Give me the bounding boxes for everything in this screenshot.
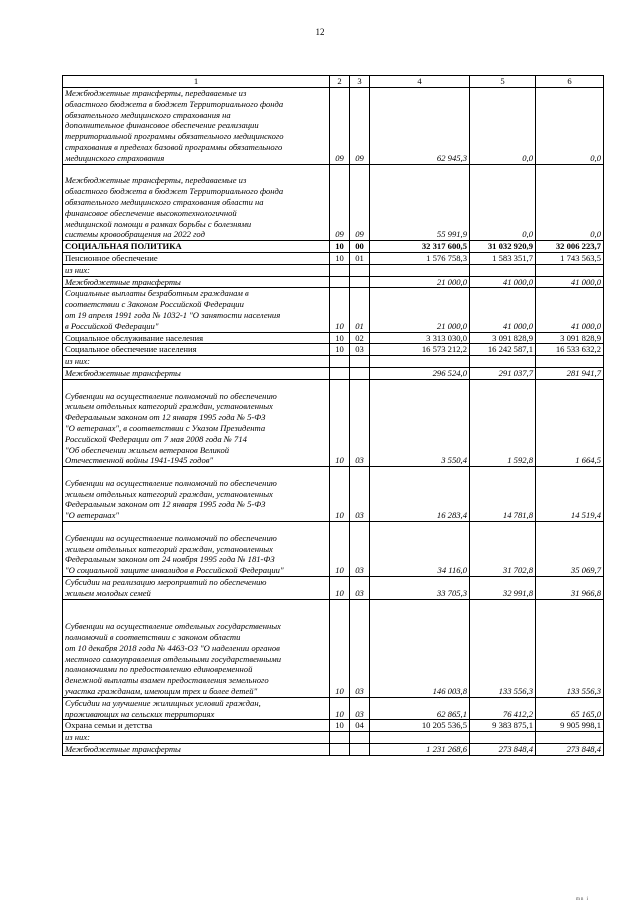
table-row <box>63 732 604 744</box>
row-amount-col4: 16 573 212,2 <box>370 344 470 356</box>
table-row <box>63 241 604 253</box>
row-description: Социальное обеспечение населения <box>63 344 330 356</box>
row-subsection-code: 01 <box>350 252 370 264</box>
row-subsection-code: 03 <box>350 379 370 466</box>
row-amount-col5: 14 781,8 <box>470 467 536 522</box>
row-section-code: 09 <box>330 88 350 165</box>
row-amount-col6: 16 533 632,2 <box>536 344 604 356</box>
table-row <box>63 599 604 697</box>
row-amount-col5: 0,0 <box>470 88 536 165</box>
table-row <box>63 522 604 577</box>
row-section-code: 10 <box>330 332 350 344</box>
row-section-code <box>330 276 350 288</box>
table-row <box>63 467 604 522</box>
row-amount-col4: 1 576 758,3 <box>370 252 470 264</box>
row-section-code: 10 <box>330 577 350 600</box>
row-description: Субвенции на осуществление полномочий по обеспечению жильем отдельных категорий граждан, установленных Федеральным законом от 12 января 1995 года № 5-ФЗ "О ветеранах" <box>63 467 330 522</box>
row-amount-col5: 41 000,0 <box>470 276 536 288</box>
row-description: Пенсионное обеспечение <box>63 252 330 264</box>
row-amount-col6: 9 905 998,1 <box>536 720 604 732</box>
row-amount-col5: 9 383 875,1 <box>470 720 536 732</box>
row-section-code: 10 <box>330 252 350 264</box>
row-description: Субвенции на осуществление полномочий по обеспечению жильем отдельных категорий граждан, установленных Федеральным законом от 24 ноября 1995 года № 181-ФЗ "О социальной защите инвалидов в Российской Федерации" <box>63 522 330 577</box>
row-amount-col5: 31 032 920,9 <box>470 241 536 253</box>
row-amount-col5: 1 592,8 <box>470 379 536 466</box>
row-subsection-code: 03 <box>350 599 370 697</box>
row-subsection-code <box>350 732 370 744</box>
row-description: Межбюджетные трансферты <box>63 276 330 288</box>
table-row <box>63 276 604 288</box>
row-amount-col4: 62 865,1 <box>370 697 470 720</box>
table-row <box>63 720 604 732</box>
header-cell-6: 6 <box>536 76 604 88</box>
row-amount-col4: 33 705,3 <box>370 577 470 600</box>
row-amount-col4 <box>370 732 470 744</box>
row-amount-col5: 76 412,2 <box>470 697 536 720</box>
row-section-code <box>330 264 350 276</box>
table-row <box>63 164 604 241</box>
row-subsection-code: 00 <box>350 241 370 253</box>
row-amount-col5: 31 702,8 <box>470 522 536 577</box>
row-amount-col6: 31 966,8 <box>536 577 604 600</box>
row-amount-col6: 0,0 <box>536 88 604 165</box>
row-amount-col5: 1 583 351,7 <box>470 252 536 264</box>
row-section-code: 10 <box>330 720 350 732</box>
row-subsection-code: 01 <box>350 288 370 332</box>
row-amount-col5: 32 991,8 <box>470 577 536 600</box>
row-section-code: 10 <box>330 241 350 253</box>
row-section-code: 10 <box>330 344 350 356</box>
row-amount-col4: 21 000,0 <box>370 276 470 288</box>
row-section-code: 10 <box>330 288 350 332</box>
row-amount-col6: 273 848,4 <box>536 744 604 756</box>
row-description: Межбюджетные трансферты, передаваемые из областного бюджета в бюджет Территориального фонда обязательного медицинского страхования на дополнительное финансовое обеспечение реализации территориальной программы обязательного медицинского страхования в пределах базовой программы обязательного медицинского страхования <box>63 88 330 165</box>
header-cell-4: 4 <box>370 76 470 88</box>
page-number: 12 <box>315 27 325 37</box>
budget-table <box>62 75 604 756</box>
row-section-code: 10 <box>330 467 350 522</box>
table-row <box>63 288 604 332</box>
row-description: Социальное обслуживание населения <box>63 332 330 344</box>
row-amount-col6 <box>536 264 604 276</box>
row-amount-col5: 41 000,0 <box>470 288 536 332</box>
row-description: СОЦИАЛЬНАЯ ПОЛИТИКА <box>63 241 330 253</box>
row-subsection-code: 03 <box>350 577 370 600</box>
row-amount-col5: 273 848,4 <box>470 744 536 756</box>
row-section-code <box>330 744 350 756</box>
row-amount-col4: 1 231 268,6 <box>370 744 470 756</box>
row-amount-col5 <box>470 356 536 368</box>
row-subsection-code: 03 <box>350 522 370 577</box>
row-subsection-code: 03 <box>350 697 370 720</box>
row-section-code: 10 <box>330 697 350 720</box>
row-amount-col4: 34 116,0 <box>370 522 470 577</box>
row-amount-col6: 281 941,7 <box>536 367 604 379</box>
header-cell-5: 5 <box>470 76 536 88</box>
table-row <box>63 577 604 600</box>
row-amount-col6: 41 000,0 <box>536 288 604 332</box>
row-description: Субсидии на улучшение жилищных условий граждан, проживающих на сельских территориях <box>63 697 330 720</box>
row-description: Межбюджетные трансферты <box>63 367 330 379</box>
row-amount-col5: 291 037,7 <box>470 367 536 379</box>
row-amount-col4: 296 524,0 <box>370 367 470 379</box>
row-subsection-code: 09 <box>350 88 370 165</box>
row-subsection-code: 03 <box>350 467 370 522</box>
row-amount-col4: 10 205 536,5 <box>370 720 470 732</box>
row-amount-col4: 21 000,0 <box>370 288 470 332</box>
row-subsection-code: 02 <box>350 332 370 344</box>
row-amount-col5 <box>470 264 536 276</box>
row-description: Межбюджетные трансферты, передаваемые из областного бюджета в бюджет Территориального фонда обязательного медицинского страхования области на финансовое обеспечение высокотехнологичной медицинской помощи в рамках борьбы с болезнями системы кровообращения на 2022 год <box>63 164 330 241</box>
table-row <box>63 744 604 756</box>
row-subsection-code <box>350 276 370 288</box>
row-amount-col6: 14 519,4 <box>536 467 604 522</box>
row-subsection-code <box>350 744 370 756</box>
row-amount-col5: 3 091 828,9 <box>470 332 536 344</box>
table-header-row <box>63 76 604 88</box>
row-section-code: 09 <box>330 164 350 241</box>
row-subsection-code <box>350 356 370 368</box>
table-row <box>63 264 604 276</box>
table-row <box>63 332 604 344</box>
row-amount-col5: 16 242 587,1 <box>470 344 536 356</box>
row-amount-col4: 55 991,9 <box>370 164 470 241</box>
row-amount-col4: 32 317 600,5 <box>370 241 470 253</box>
table-row <box>63 344 604 356</box>
row-description: Субвенции на осуществление полномочий по обеспечению жильем отдельных категорий граждан, установленных Федеральным законом от 12 января 1995 года № 5-ФЗ "О ветеранах", в соответствии с Указом Президента Российской Федерации от 7 мая 2008 года № 714 "Об обеспечении жильем ветеранов Великой Отечественной войны 1941-1945 годов" <box>63 379 330 466</box>
row-amount-col4: 3 313 030,0 <box>370 332 470 344</box>
row-subsection-code: 09 <box>350 164 370 241</box>
row-description: из них: <box>63 732 330 744</box>
row-description: из них: <box>63 356 330 368</box>
row-section-code <box>330 732 350 744</box>
row-section-code: 10 <box>330 379 350 466</box>
row-section-code <box>330 367 350 379</box>
row-subsection-code: 04 <box>350 720 370 732</box>
row-description: Межбюджетные трансферты <box>63 744 330 756</box>
row-amount-col4: 146 003,8 <box>370 599 470 697</box>
row-amount-col6: 133 556,3 <box>536 599 604 697</box>
table-row <box>63 379 604 466</box>
row-amount-col5: 0,0 <box>470 164 536 241</box>
budget-table-body <box>63 76 604 756</box>
header-cell-2: 2 <box>330 76 350 88</box>
row-description: Субсидии на реализацию мероприятий по обеспечению жильем молодых семей <box>63 577 330 600</box>
row-amount-col5: 133 556,3 <box>470 599 536 697</box>
row-amount-col4: 62 945,3 <box>370 88 470 165</box>
table-row <box>63 367 604 379</box>
table-row <box>63 356 604 368</box>
header-cell-1: 1 <box>63 76 330 88</box>
row-section-code: 10 <box>330 522 350 577</box>
row-amount-col6: 41 000,0 <box>536 276 604 288</box>
row-amount-col5 <box>470 732 536 744</box>
row-amount-col6: 1 664,5 <box>536 379 604 466</box>
footer-mark: mn i <box>576 897 590 902</box>
header-cell-3: 3 <box>350 76 370 88</box>
row-description: Охрана семьи и детства <box>63 720 330 732</box>
row-description: Субвенции на осуществление отдельных государственных полномочий в соответствии с законом области от 10 декабря 2018 года № 4463-ОЗ "О наделении органов местного самоуправления отдельными государственными полномочиями по предоставлению единовременной денежной выплаты взамен предоставления земельного участка гражданам, имеющим трех и более детей" <box>63 599 330 697</box>
row-amount-col4 <box>370 264 470 276</box>
row-section-code: 10 <box>330 599 350 697</box>
row-amount-col4 <box>370 356 470 368</box>
row-amount-col6: 35 069,7 <box>536 522 604 577</box>
row-subsection-code: 03 <box>350 344 370 356</box>
row-amount-col4: 16 283,4 <box>370 467 470 522</box>
row-description: Социальные выплаты безработным гражданам в соответствии с Законом Российской Федерации от 19 апреля 1991 года № 1032-1 "О занятости населения в Российской Федерации" <box>63 288 330 332</box>
table-row <box>63 252 604 264</box>
row-amount-col6: 1 743 563,5 <box>536 252 604 264</box>
row-amount-col6: 3 091 828,9 <box>536 332 604 344</box>
table-row <box>63 697 604 720</box>
row-amount-col4: 3 550,4 <box>370 379 470 466</box>
row-description: из них: <box>63 264 330 276</box>
row-subsection-code <box>350 264 370 276</box>
table-row <box>63 88 604 165</box>
row-amount-col6: 65 165,0 <box>536 697 604 720</box>
row-amount-col6 <box>536 356 604 368</box>
row-section-code <box>330 356 350 368</box>
row-subsection-code <box>350 367 370 379</box>
row-amount-col6 <box>536 732 604 744</box>
row-amount-col6: 0,0 <box>536 164 604 241</box>
row-amount-col6: 32 006 223,7 <box>536 241 604 253</box>
